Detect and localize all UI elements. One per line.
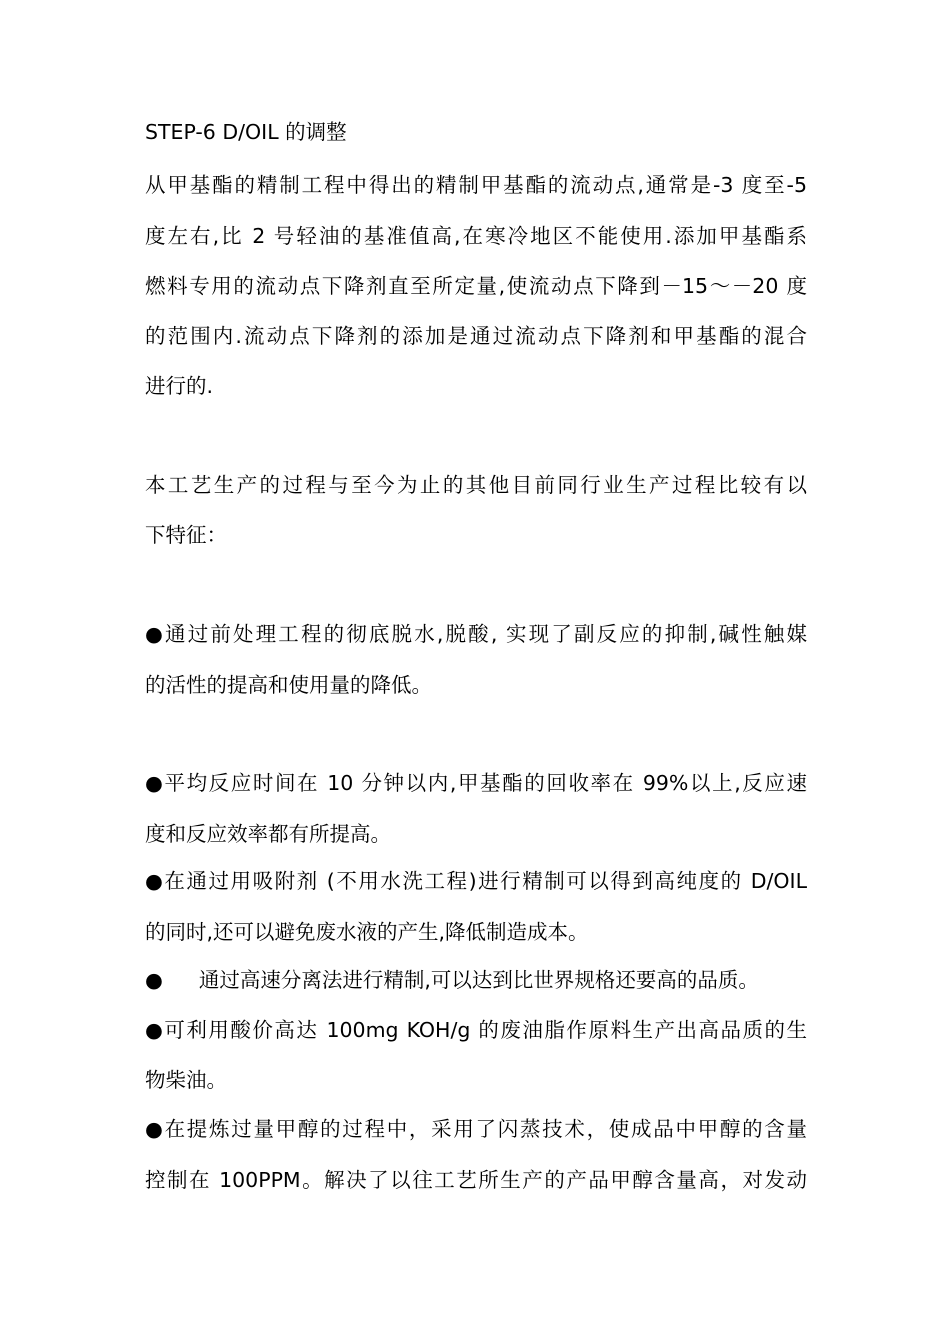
paragraph-line: 本工艺生产的过程与至今为止的其他目前同行业生产过程比较有以: [145, 473, 807, 497]
paragraph-line: 下特征：: [145, 523, 227, 547]
feature-line: ●在提炼过量甲醇的过程中，采用了闪蒸技术，使成品中甲醇的含量: [145, 1117, 807, 1141]
feature-line: 通过高速分离法进行精制,可以达到比世界规格还要高的品质。: [198, 968, 759, 992]
paragraph-line: 燃料专用的流动点下降剂直至所定量,使流动点下降到－15～－20 度: [145, 274, 807, 298]
feature-line: 的同时,还可以避免废水液的产生,降低制造成本。: [145, 920, 589, 944]
paragraph-line: 度左右,比 2 号轻油的基准值高,在寒冷地区不能使用.添加甲基酯系: [145, 224, 807, 248]
feature-line: ●通过前处理工程的彻底脱水,脱酸, 实现了副反应的抑制,碱性触媒: [145, 622, 807, 646]
feature-line: ●可利用酸价高达 100mg KOH/g 的废油脂作原料生产出高品质的生: [145, 1018, 807, 1042]
paragraph-line: 从甲基酯的精制工程中得出的精制甲基酯的流动点,通常是-3 度至-5: [145, 173, 807, 197]
feature-line: 的活性的提高和使用量的降低。: [145, 673, 432, 697]
paragraph-line: 的范围内.流动点下降剂的添加是通过流动点下降剂和甲基酯的混合: [145, 324, 807, 348]
feature-line: 物柴油。: [145, 1068, 227, 1092]
feature-item: [145, 966, 807, 994]
feature-line: ●在通过用吸附剂 (不用水洗工程)进行精制可以得到高纯度的 D/OIL: [145, 869, 807, 893]
feature-line: 控制在 100PPM。解决了以往工艺所生产的产品甲醇含量高，对发动: [145, 1168, 807, 1192]
paragraph-line: 进行的.: [145, 374, 214, 398]
feature-line: 度和反应效率都有所提高。: [145, 822, 391, 846]
section-heading: STEP-6 D/OIL 的调整: [145, 120, 347, 144]
bullet-mark: ●: [145, 968, 163, 992]
feature-line: ●平均反应时间在 10 分钟以内,甲基酯的回收率在 99%以上,反应速: [145, 771, 807, 795]
